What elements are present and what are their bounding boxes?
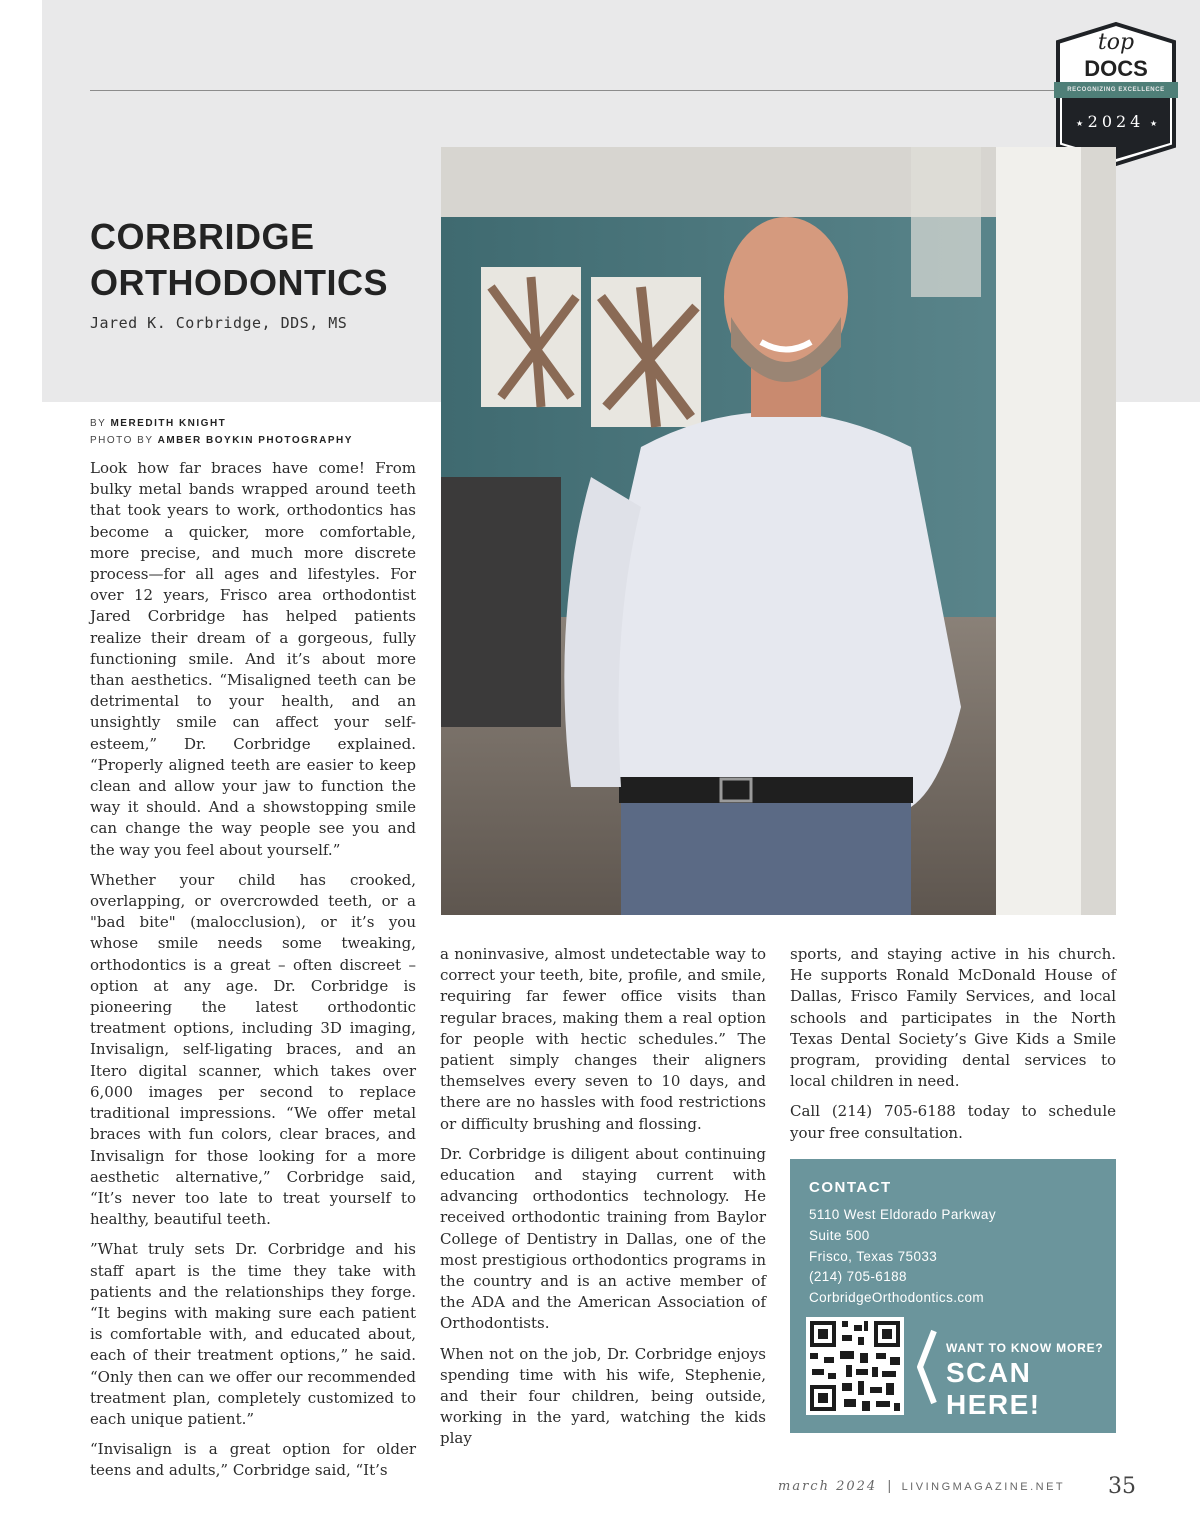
header-rule (90, 90, 1060, 91)
qr-code-icon[interactable] (806, 1317, 904, 1415)
page-margin (0, 0, 42, 1538)
photographer-name: AMBER BOYKIN PHOTOGRAPHY (157, 435, 353, 446)
paragraph: Whether your child has crooked, overlapping, or overcrowded teeth, or a "bad bite" (malocclusion), or it’s you whose smile needs some tweaking, orthodontics is a great – often discreet – option at any age. Dr. Corbridge is pioneering the latest orthodontic treatment options, including 3D imaging, Invisalign, self-ligating braces, and an Itero digital scanner, which takes over 6,000 images per second to replace traditional impressions. “We offer metal braces with fun colors, clear braces, and Invisalign for those looking for a more aesthetic alternative,” Corbridge said, “It’s never too late to treat yourself to healthy, beautiful teeth. (90, 870, 416, 1229)
badge-recognizing-text: RECOGNIZING EXCELLENCE (1067, 87, 1165, 93)
byline (90, 415, 353, 449)
svg-text:★: ★ (1076, 119, 1084, 128)
paragraph: When not on the job, Dr. Corbridge enjoys spending time with his wife, Stephenie, and their four children, being outside, working in the yard, watching the kids play (440, 1344, 766, 1448)
contact-label: CONTACT (809, 1179, 892, 1196)
address-line-2: Suite 500 (809, 1227, 870, 1243)
paragraph: Dr. Corbridge is diligent about continuing education and staying current with advancing orthodontics technology. He received orthodontic training from Baylor College of Dentistry in Dallas, one of the most prestigious orthodontics programs in the country and is an active member of the ADA and the American Association of Orthodontists. (440, 1144, 766, 1333)
magazine-site[interactable]: LIVINGMAGAZINE.NET (901, 1481, 1066, 1493)
badge-year-text: 2024 (1087, 112, 1145, 131)
title-line-1: CORBRIDGE (90, 216, 315, 257)
page-title (90, 214, 388, 306)
contact-address (809, 1205, 996, 1309)
paragraph: Call (214) 705-6188 today to schedule your free consultation. (790, 1102, 1116, 1142)
article-column-3 (790, 944, 1116, 1153)
article-column-1 (90, 458, 416, 1491)
paragraph: “Invisalign is a great option for older teens and adults,” Corbridge said, “It’s (90, 1440, 416, 1480)
badge-top-text: top (1097, 30, 1135, 55)
page-footer (778, 1479, 1065, 1494)
author-name: MEREDITH KNIGHT (110, 418, 227, 429)
paragraph: a noninvasive, almost undetectable way to correct your teeth, bite, profile, and smile, requiring far fewer office visits than regular braces, making them a real option for people with hectic schedules.” The patient simply changes their aligners themselves every seven to 10 days, and there are no hassles with food restrictions or difficulty brushing and flossing. (440, 945, 766, 1133)
portrait-photo (441, 147, 1116, 915)
svg-text:★: ★ (1150, 119, 1158, 128)
contact-box (790, 1159, 1116, 1433)
address-city: Frisco, Texas 75033 (809, 1248, 938, 1264)
chevron-left-icon (914, 1327, 938, 1407)
top-docs-badge (1054, 22, 1178, 166)
photo-credit: PHOTO BY AMBER BOYKIN PHOTOGRAPHY (90, 435, 353, 446)
scan-here-text: SCAN HERE! (946, 1357, 1041, 1420)
address-line-1: 5110 West Eldorado Parkway (809, 1207, 996, 1222)
portrait-photo-illustration (441, 147, 1116, 915)
footer-separator: | (887, 1479, 892, 1494)
article-column-2 (440, 944, 766, 1459)
badge-docs-text: DOCS (1084, 56, 1148, 81)
paragraph: Look how far braces have come! From bulky metal bands wrapped around teeth that took years to work, orthodontics has become a quicker, more comfortable, more precise, and much more discrete process—for all ages and lifestyles. For over 12 years, Frisco area orthodontist Jared Corbridge has helped patients realize their dream of a gorgeous, fully functioning smile. And it’s about more than aesthetics. “Misaligned teeth can be detrimental to your health, and an unsightly smile can affect your self-esteem,” Dr. Corbridge explained. “Properly aligned teeth are easier to keep clean and allow your jaw to function the way it should. And a showstopping smile can change the way people see you and the way you feel about yourself.” (90, 459, 416, 859)
paragraph: ”What truly sets Dr. Corbridge and his staff apart is the time they take with patients and the relationships they forge. “It begins with making sure each patient is comfortable with, and educated about, each of their treatment options,” he said. “Only then can we offer our recommended treatment plan, completely customized to each unique patient.” (90, 1240, 416, 1428)
want-to-know-more-text: WANT TO KNOW MORE? (946, 1341, 1104, 1355)
contact-phone[interactable]: (214) 705-6188 (809, 1269, 907, 1285)
issue-date: march 2024 (778, 1479, 878, 1494)
author-credit: BY MEREDITH KNIGHT (90, 418, 227, 429)
title-line-2: ORTHODONTICS (90, 262, 388, 303)
contact-website[interactable]: CorbridgeOrthodontics.com (809, 1290, 985, 1306)
page-subtitle: Jared K. Corbridge, DDS, MS (90, 314, 348, 332)
paragraph: sports, and staying active in his church. He supports Ronald McDonald House of Dallas, Frisco Family Services, and local schools and participates in the North Texas Dental Society’s Give Kids a Smile program, providing dental services to local children in need. (790, 945, 1116, 1091)
page-number: 35 (1108, 1474, 1136, 1499)
